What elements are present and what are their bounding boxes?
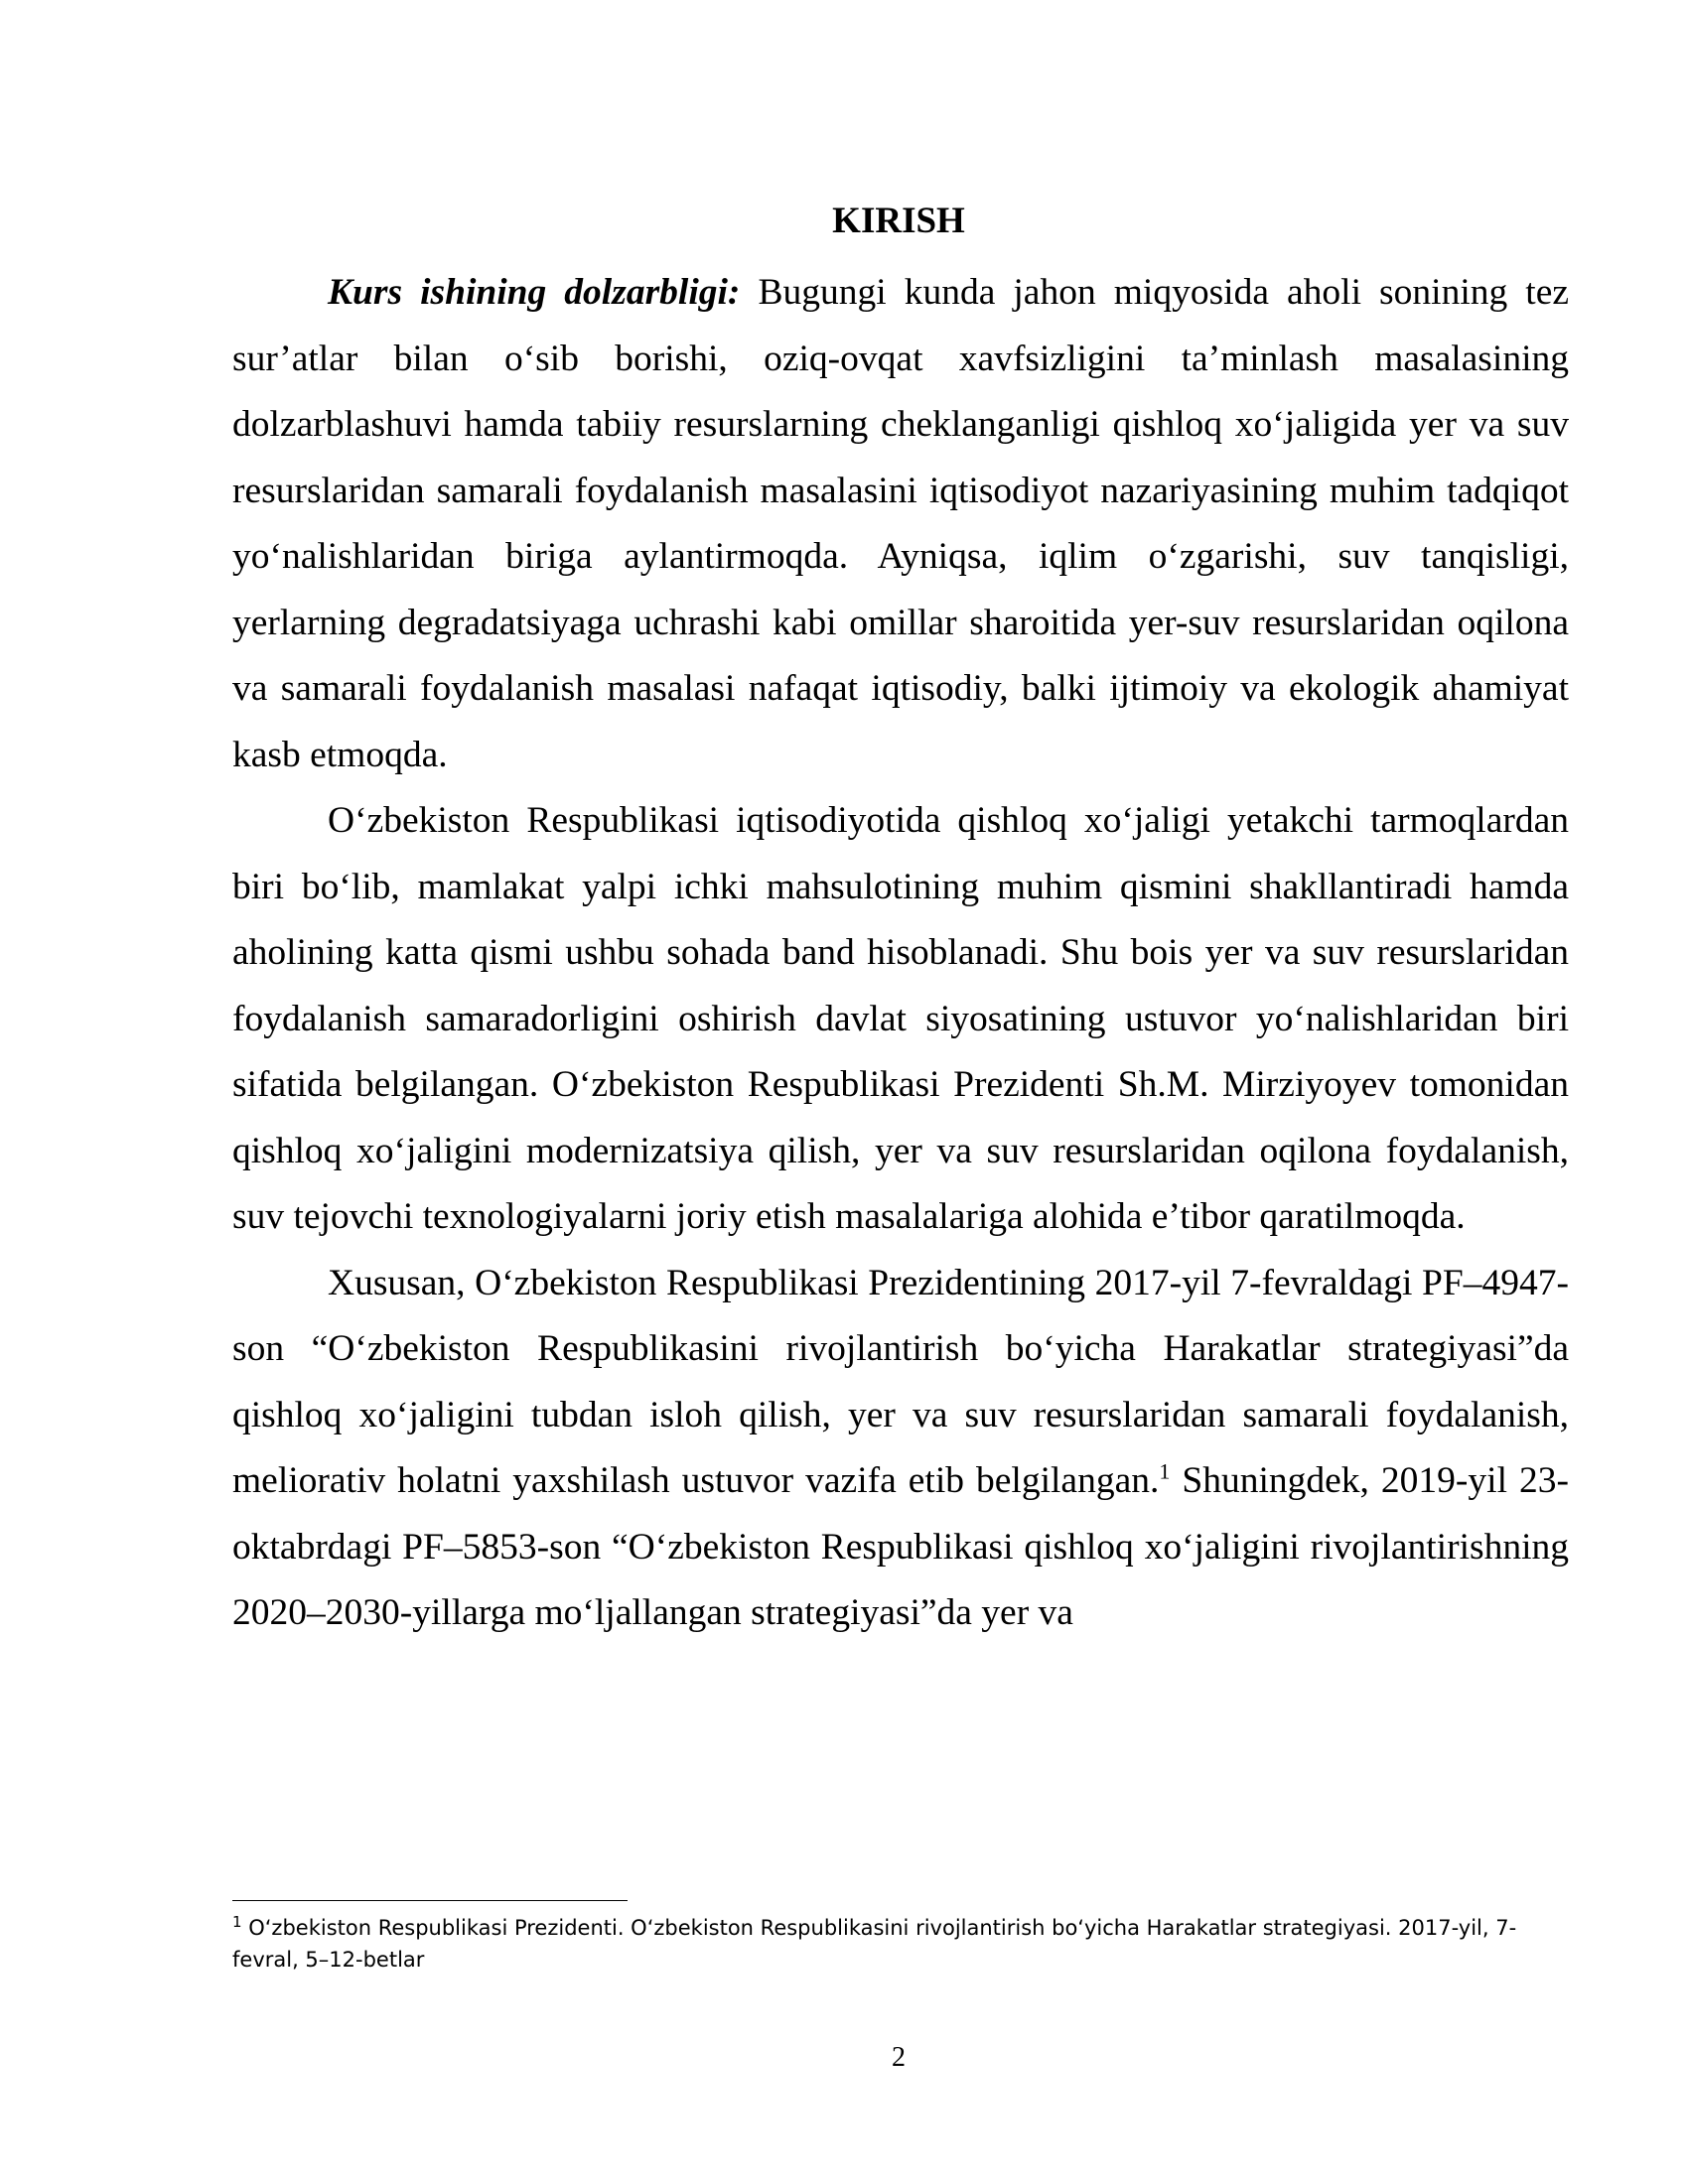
paragraph-agriculture <box>232 788 1569 1251</box>
body-text <box>232 260 1569 1647</box>
paragraph-strategy <box>232 1251 1569 1647</box>
footnote-text: O‘zbekiston Respublikasi Prezidenti. O‘zbekiston Respublikasini rivojlantirish bo‘yicha Harakatlar strategiyasi. 2017-yil, 7-fevral, 5–12-betlar <box>232 1916 1517 1972</box>
paragraph-text: O‘zbekiston Respublikasi iqtisodiyotida qishloq xo‘jaligi yetakchi tarmoqlardan biri bo‘lib, mamlakat yalpi ichki mahsulotining muhim qismini shakllantiradi hamda aholining katta qismi ushbu sohada band hisoblanadi. Shu bois yer va suv resurslaridan foydalanish samaradorligini oshirish davlat siyosatining ustuvor yo‘nalishlaridan biri sifatida belgilangan. O‘zbekiston Respublikasi Prezidenti Sh.M. Mirziyoyev tomonidan qishloq xo‘jaligini modernizatsiya qilish, yer va suv resurslaridan oqilona foydalanish, suv tejovchi texnologiyalarni joriy etish masalalariga alohida e’tibor qaratilmoqda. <box>232 800 1569 1237</box>
paragraph-text: Xususan, O‘zbekiston Respublikasi Prezidentining 2017-yil 7-fevraldagi PF–4947-son “O‘zbekiston Respublikasini rivojlantirish bo‘yicha Harakatlar strategiyasi”da qishloq xo‘jaligini tubdan isloh qilish, yer va suv resurslaridan samarali foydalanish, meliorativ holatni yaxshilash ustuvor vazifa etib belgilangan. <box>232 1262 1569 1501</box>
paragraph-text: Shuningdek, 2019-yil 23-oktabrdagi PF–5853-son “O‘zbekiston Respublikasi qishloq xo‘jaligini rivojlantirishning 2020–2030-yillarga mo‘ljallangan strategiyasi”da yer va <box>232 1460 1570 1633</box>
paragraph-relevance <box>232 260 1569 788</box>
footnote-separator <box>232 1900 628 1901</box>
page-number: 2 <box>892 2042 906 2073</box>
paragraph-lead: Kurs ishining dolzarbligi: <box>328 272 741 313</box>
footnote-reference: 1 <box>1159 1458 1171 1484</box>
footnote-marker: 1 <box>232 1913 242 1931</box>
paragraph-text: Bugungi kunda jahon miqyosida aholi sonining tez sur’atlar bilan o‘sib borishi, oziq-ovqat xavfsizligini ta’minlash masalasining dolzarblashuvi hamda tabiiy resurslarning cheklanganligi qishloq xo‘jaligida yer va suv resurslaridan samarali foydalanish masalasini iqtisodiyot nazariyasining muhim tadqiqot yo‘nalishlaridan biriga aylantirmoqda. Ayniqsa, iqlim o‘zgarishi, suv tanqisligi, yerlarning degradatsiyaga uchrashi kabi omillar sharoitida yer-suv resurslaridan oqilona va samarali foydalanish masalasi nafaqat iqtisodiy, balki ijtimoiy va ekologik ahamiyat kasb etmoqda. <box>232 272 1569 775</box>
section-heading: KIRISH <box>832 201 965 241</box>
footnote <box>232 1912 1569 1976</box>
